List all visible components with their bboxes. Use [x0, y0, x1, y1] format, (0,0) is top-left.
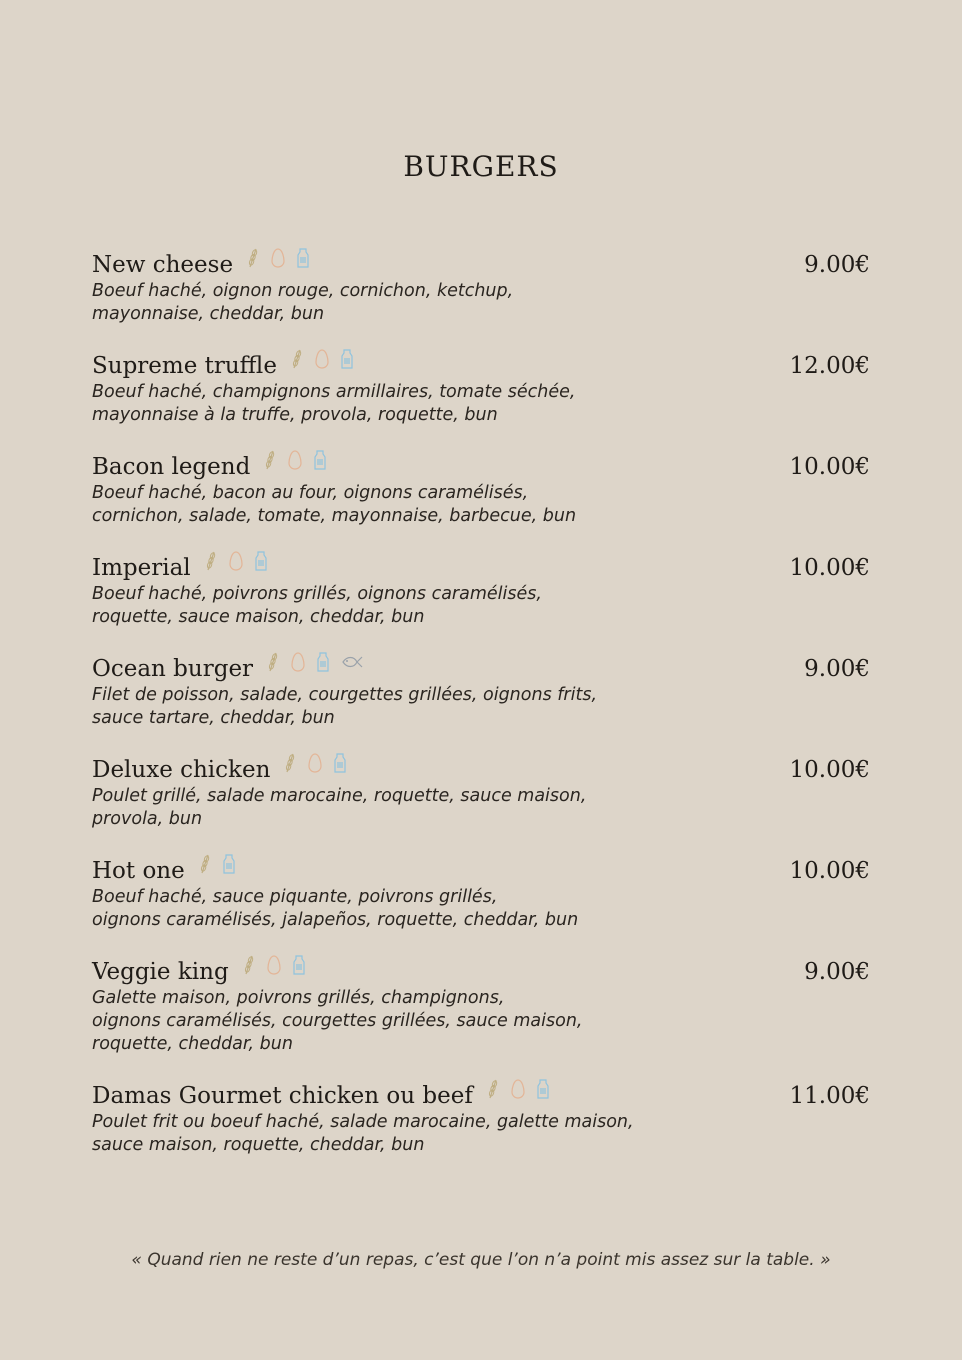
- egg-icon: [315, 349, 329, 369]
- wheat-icon: [243, 955, 255, 975]
- milk-icon: [341, 349, 353, 369]
- item-description: Filet de poisson, salade, courgettes grillées, oignons frits, sauce tartare, cheddar, bun: [92, 685, 598, 728]
- item-description: Poulet frit ou boeuf haché, salade marocaine, galette maison, sauce maison, roquette, cheddar, bun: [92, 1112, 634, 1155]
- item-price: 9.00€: [804, 656, 870, 682]
- allergen-icons: [267, 652, 363, 672]
- egg-icon: [271, 248, 285, 268]
- menu-item: [92, 856, 870, 932]
- allergen-icons: [487, 1079, 549, 1099]
- milk-icon: [334, 753, 346, 773]
- wheat-icon: [199, 854, 211, 874]
- milk-icon: [537, 1079, 549, 1099]
- milk-icon: [317, 652, 329, 672]
- item-price: 12.00€: [789, 353, 870, 379]
- allergen-icons: [264, 450, 326, 470]
- item-description: Boeuf haché, bacon au four, oignons caramélisés, cornichon, salade, tomate, mayonnaise, barbecue, bun: [92, 483, 577, 526]
- menu-item: [92, 452, 870, 528]
- egg-icon: [229, 551, 243, 571]
- item-price: 10.00€: [789, 757, 870, 783]
- milk-icon: [314, 450, 326, 470]
- item-price: 10.00€: [789, 555, 870, 581]
- wheat-icon: [291, 349, 303, 369]
- item-name: Ocean burger: [92, 656, 254, 682]
- item-description: Boeuf haché, sauce piquante, poivrons grillés, oignons caramélisés, jalapeños, roquette, cheddar, bun: [92, 887, 579, 930]
- egg-icon: [291, 652, 305, 672]
- fish-icon: [341, 655, 363, 669]
- wheat-icon: [205, 551, 217, 571]
- item-price: 10.00€: [789, 858, 870, 884]
- item-description: Boeuf haché, champignons armillaires, tomate séchée, mayonnaise à la truffe, provola, roquette, bun: [92, 382, 576, 425]
- milk-icon: [223, 854, 235, 874]
- menu-item: [92, 553, 870, 629]
- allergen-icons: [243, 955, 305, 975]
- item-name: Imperial: [92, 555, 191, 581]
- wheat-icon: [247, 248, 259, 268]
- item-price: 10.00€: [789, 454, 870, 480]
- allergen-icons: [291, 349, 353, 369]
- item-description: Poulet grillé, salade marocaine, roquette, sauce maison, provola, bun: [92, 786, 587, 829]
- item-name: Bacon legend: [92, 454, 251, 480]
- item-name: Supreme truffle: [92, 353, 277, 379]
- menu-item: [92, 351, 870, 427]
- menu-item: [92, 1081, 870, 1157]
- item-price: 9.00€: [804, 959, 870, 985]
- allergen-icons: [284, 753, 346, 773]
- item-name: New cheese: [92, 252, 234, 278]
- item-name: Veggie king: [92, 959, 229, 985]
- item-name: Deluxe chicken: [92, 757, 271, 783]
- wheat-icon: [284, 753, 296, 773]
- menu-item: [92, 654, 870, 730]
- item-price: 9.00€: [804, 252, 870, 278]
- egg-icon: [288, 450, 302, 470]
- egg-icon: [267, 955, 281, 975]
- milk-icon: [293, 955, 305, 975]
- wheat-icon: [267, 652, 279, 672]
- menu-item: [92, 755, 870, 831]
- item-description: Boeuf haché, poivrons grillés, oignons caramélisés, roquette, sauce maison, cheddar, bun: [92, 584, 542, 627]
- item-description: Galette maison, poivrons grillés, champignons, oignons caramélisés, courgettes grillées, sauce maison, roquette, cheddar, bun: [92, 988, 583, 1054]
- allergen-icons: [205, 551, 267, 571]
- footer-quote: « Quand rien ne reste d’un repas, c’est que l’on n’a point mis assez sur la table. »: [131, 1250, 831, 1270]
- milk-icon: [255, 551, 267, 571]
- allergen-icons: [247, 248, 309, 268]
- egg-icon: [308, 753, 322, 773]
- item-price: 11.00€: [789, 1083, 870, 1109]
- wheat-icon: [487, 1079, 499, 1099]
- item-description: Boeuf haché, oignon rouge, cornichon, ketchup, mayonnaise, cheddar, bun: [92, 281, 514, 324]
- wheat-icon: [264, 450, 276, 470]
- item-name: Hot one: [92, 858, 185, 884]
- egg-icon: [511, 1079, 525, 1099]
- item-name: Damas Gourmet chicken ou beef: [92, 1083, 473, 1109]
- milk-icon: [297, 248, 309, 268]
- allergen-icons: [199, 854, 235, 874]
- menu-title: BURGERS: [403, 150, 559, 183]
- menu-item: [92, 957, 870, 1056]
- menu-item: [92, 250, 870, 326]
